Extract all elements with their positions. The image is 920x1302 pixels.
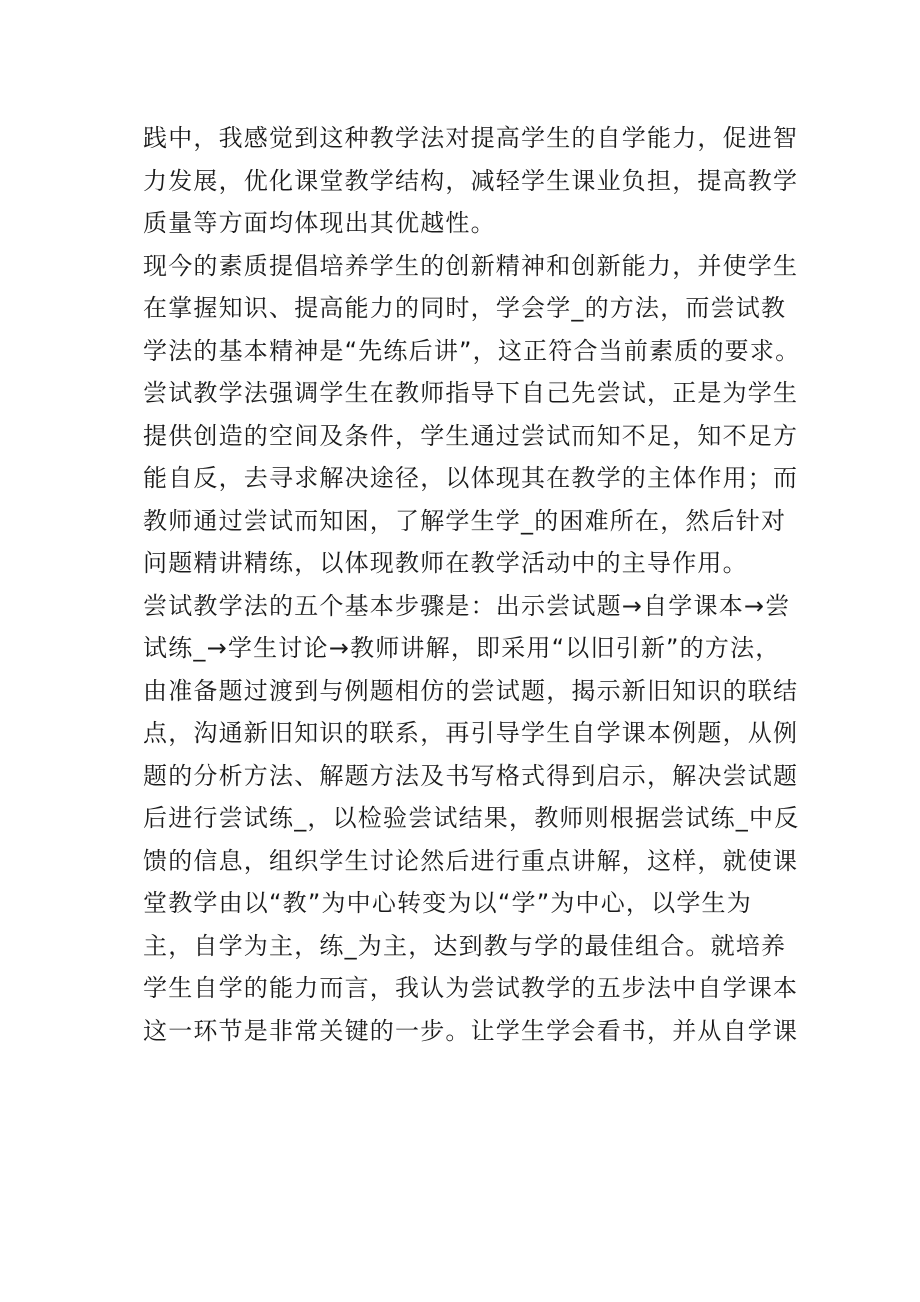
text-line: 试练_→学生讨论→教师讲解，即采用“以旧引新”的方法， bbox=[143, 634, 781, 662]
text-line: 尝试教学法强调学生在教师指导下自己先尝试，正是为学生 bbox=[143, 379, 799, 407]
text-line: 能自反，去寻求解决途径，以体现其在教学的主体作用；而 bbox=[143, 464, 799, 492]
text-line: 这一环节是非常关键的一步。让学生学会看书，并从自学课 bbox=[143, 1016, 799, 1045]
text-line: 题的分析方法、解题方法及书写格式得到启示，解决尝试题 bbox=[143, 761, 799, 790]
text-line: 学生自学的能力而言，我认为尝试教学的五步法中自学课本 bbox=[143, 974, 799, 1002]
text-line: 后进行尝试练_，以检验尝试结果，教师则根据尝试练_中反 bbox=[143, 804, 800, 832]
text-line: 主，自学为主，练_为主，达到教与学的最佳组合。就培养 bbox=[143, 931, 787, 960]
text-line: 点，沟通新旧知识的联系，再引导学生自学课本例题，从例 bbox=[143, 719, 799, 747]
text-line: 现今的素质提倡培养学生的创新精神和创新能力，并使学生 bbox=[143, 251, 799, 280]
text-line: 质量等方面均体现出其优越性。 bbox=[143, 209, 496, 237]
text-line: 问题精讲精练，以体现教师在教学活动中的主导作用。 bbox=[143, 549, 748, 577]
text-line: 力发展，优化课堂教学结构，减轻学生课业负担，提高教学 bbox=[143, 166, 799, 195]
text-line: 教师通过尝试而知困，了解学生学_的困难所在，然后针对 bbox=[143, 506, 787, 535]
text-line: 由准备题过渡到与例题相仿的尝试题，揭示新旧知识的联结 bbox=[143, 676, 799, 705]
text-line: 提供创造的空间及条件，学生通过尝试而知不足，知不足方 bbox=[143, 421, 799, 450]
body-text bbox=[143, 117, 801, 1052]
text-line: 在掌握知识、提高能力的同时，学会学_的方法，而尝试教 bbox=[143, 294, 787, 322]
text-line: 堂教学由以“教”为中心转变为以“学”为中心，以学生为 bbox=[143, 889, 752, 917]
text-line: 馈的信息，组织学生讨论然后进行重点讲解，这样，就使课 bbox=[143, 846, 799, 875]
text-line: 尝试教学法的五个基本步骤是：出示尝试题→自学课本→尝 bbox=[143, 591, 791, 620]
text-line: 践中，我感觉到这种教学法对提高学生的自学能力，促进智 bbox=[143, 124, 799, 152]
text-line: 学法的基本精神是“先练后讲”，这正符合当前素质的要求。 bbox=[143, 336, 801, 365]
